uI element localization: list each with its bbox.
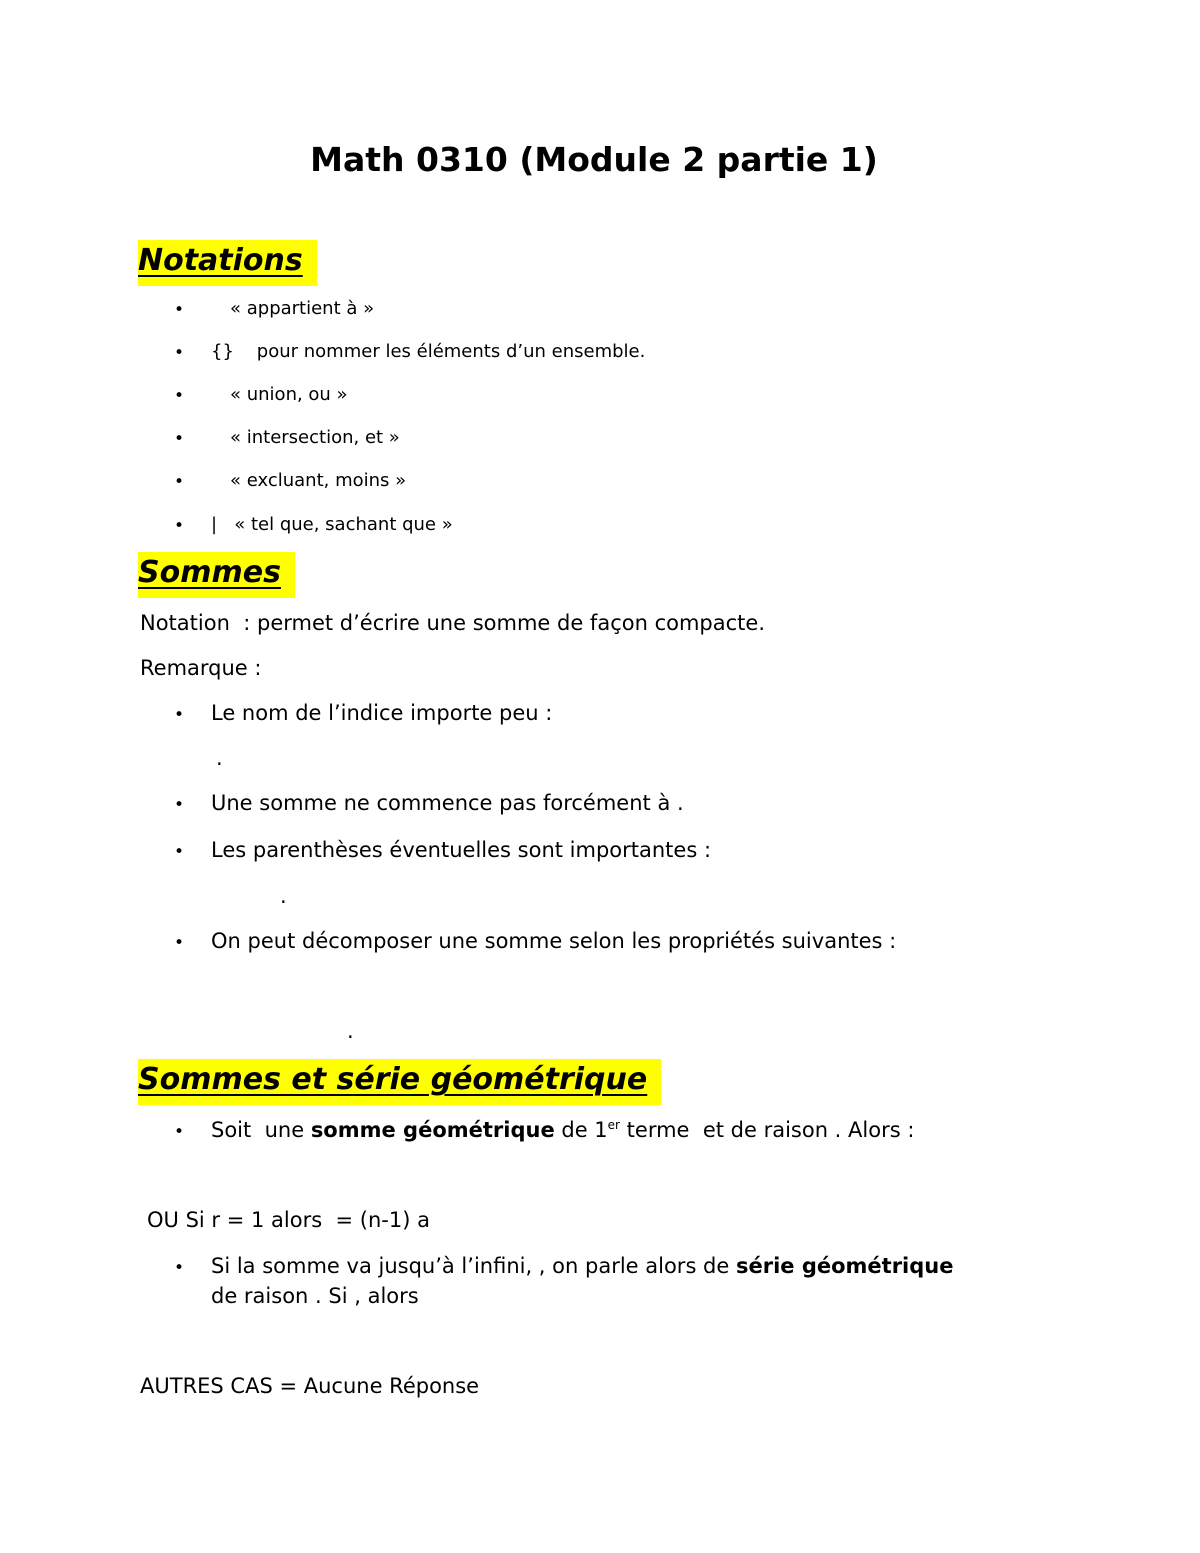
notation-item-ensemble: {} pour nommer les éléments d’un ensemble. <box>211 341 646 362</box>
ou-line: OU Si r = 1 alors = (n-1) a <box>147 1208 430 1232</box>
notation-item-union: « union, ou » <box>230 384 348 405</box>
bullet-icon: • <box>174 516 185 536</box>
notation-item-appartient: « appartient à » <box>230 298 375 319</box>
bullet-icon: • <box>174 300 185 320</box>
sommes-heading: Sommes <box>138 552 295 598</box>
notations-heading: Notations <box>138 240 317 286</box>
bold-term: série géométrique <box>735 1254 954 1278</box>
sommes-notation-line: Notation : permet d’écrire une somme de façon compacte. <box>140 611 765 635</box>
notation-item-excluant: « excluant, moins » <box>230 470 407 491</box>
bullet-icon: • <box>174 1122 185 1142</box>
bullet-icon: • <box>174 386 185 406</box>
sommes-item-parentheses: Les parenthèses éventuelles sont importantes : <box>211 838 712 862</box>
geometrique-heading: Sommes et série géométrique <box>138 1059 661 1105</box>
notation-item-tel-que: | « tel que, sachant que » <box>211 514 453 535</box>
geometrique-item-infini: Si la somme va jusqu’à l’infini, , on parle alors de série géométrique <box>211 1254 954 1278</box>
bullet-icon: • <box>174 933 185 953</box>
geometrique-item-infini-line2: de raison . Si , alors <box>211 1284 419 1308</box>
geometrique-item-soit: Soit une somme géométrique de 1er terme et de raison . Alors : <box>211 1118 915 1142</box>
sommes-item-indice: Le nom de l’indice importe peu : <box>211 701 553 725</box>
bullet-icon: • <box>174 429 185 449</box>
formula-placeholder: . <box>347 1019 354 1043</box>
bullet-icon: • <box>174 343 185 363</box>
notation-item-intersection: « intersection, et » <box>230 427 400 448</box>
bullet-icon: • <box>174 705 185 725</box>
bullet-icon: • <box>174 1258 185 1278</box>
sommes-item-commence: Une somme ne commence pas forcément à . <box>211 791 684 815</box>
superscript: er <box>607 1118 620 1132</box>
page-title: Math 0310 (Module 2 partie 1) <box>310 140 878 179</box>
formula-placeholder: . <box>280 884 287 908</box>
formula-placeholder: . <box>216 746 223 770</box>
bullet-icon: • <box>174 795 185 815</box>
bullet-icon: • <box>174 472 185 492</box>
remarque-label: Remarque : <box>140 656 262 680</box>
autres-cas-line: AUTRES CAS = Aucune Réponse <box>140 1374 480 1398</box>
bold-term: somme géométrique <box>310 1118 555 1142</box>
bullet-icon: • <box>174 842 185 862</box>
sommes-item-decomposer: On peut décomposer une somme selon les propriétés suivantes : <box>211 929 897 953</box>
